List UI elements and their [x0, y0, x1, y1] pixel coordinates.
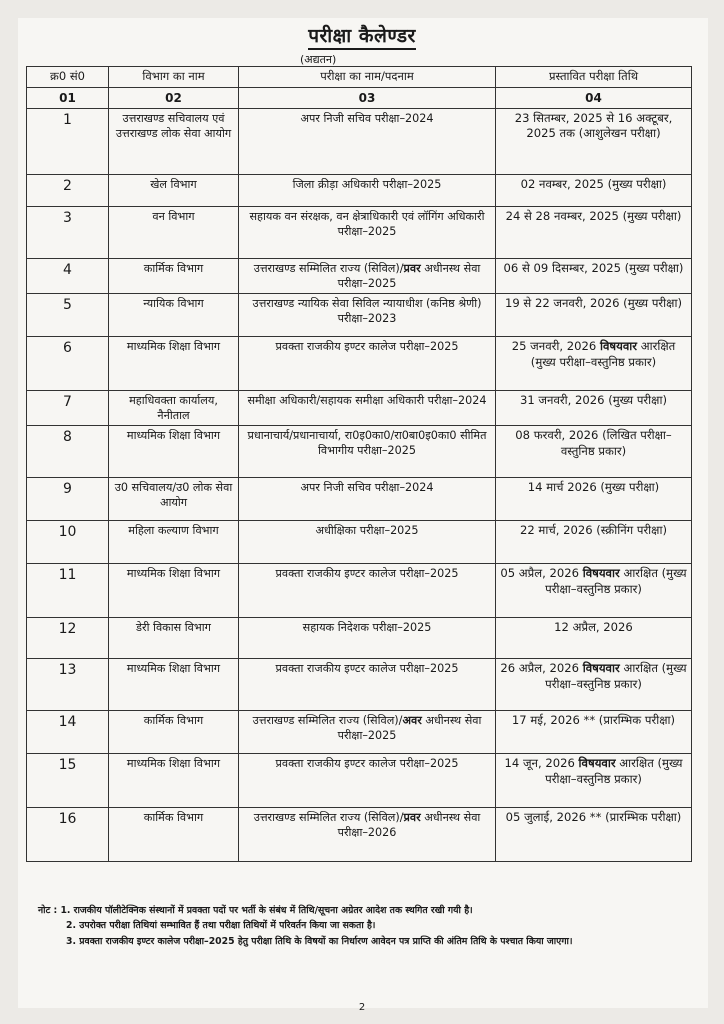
code-exam: 03	[239, 87, 496, 108]
exam-name-cell: अधीक्षिका परीक्षा–2025	[239, 521, 496, 564]
exam-date-cell: 05 अप्रैल, 2026 विषयवार आरक्षित (मुख्य परीक्षा–वस्तुनिष्ठ प्रकार)	[496, 564, 692, 618]
table-header-row	[27, 67, 692, 88]
exam-date-cell: 24 से 28 नवम्बर, 2025 (मुख्य परीक्षा)	[496, 206, 692, 258]
table-row	[27, 206, 692, 258]
exam-name-cell: अपर निजी सचिव परीक्षा–2024	[239, 108, 496, 174]
exam-date-cell: 06 से 09 दिसम्बर, 2025 (मुख्य परीक्षा)	[496, 258, 692, 293]
serial-number-cell: 6	[27, 336, 109, 390]
serial-number-cell: 12	[27, 618, 109, 659]
table-row	[27, 521, 692, 564]
department-cell: वन विभाग	[109, 206, 239, 258]
exam-date-cell: 12 अप्रैल, 2026	[496, 618, 692, 659]
department-cell: कार्मिक विभाग	[109, 808, 239, 862]
page-number: 2	[358, 1002, 366, 1013]
department-cell: माध्यमिक शिक्षा विभाग	[109, 754, 239, 808]
code-dept: 02	[109, 87, 239, 108]
serial-number-cell: 13	[27, 659, 109, 711]
exam-name-cell: प्रवक्ता राजकीय इण्टर कालेज परीक्षा–2025	[239, 754, 496, 808]
header-dept: विभाग का नाम	[109, 67, 239, 88]
exam-name-cell: सहायक निदेशक परीक्षा–2025	[239, 618, 496, 659]
exam-date-cell: 17 मई, 2026 ** (प्रारम्भिक परीक्षा)	[496, 711, 692, 754]
exam-name-cell: प्रवक्ता राजकीय इण्टर कालेज परीक्षा–2025	[239, 659, 496, 711]
serial-number-cell: 7	[27, 390, 109, 425]
exam-date-cell: 25 जनवरी, 2026 विषयवार आरक्षित (मुख्य परीक्षा–वस्तुनिष्ठ प्रकार)	[496, 336, 692, 390]
exam-name-cell: समीक्षा अधिकारी/सहायक समीक्षा अधिकारी परीक्षा–2024	[239, 390, 496, 425]
department-cell: माध्यमिक शिक्षा विभाग	[109, 564, 239, 618]
serial-number-cell: 14	[27, 711, 109, 754]
exam-name-cell: सहायक वन संरक्षक, वन क्षेत्राधिकारी एवं लॉगिंग अधिकारी परीक्षा–2025	[239, 206, 496, 258]
code-sno: 01	[27, 87, 109, 108]
page-title: परीक्षा कैलेण्डर	[0, 22, 724, 48]
department-cell: माध्यमिक शिक्षा विभाग	[109, 426, 239, 478]
exam-date-cell: 19 से 22 जनवरी, 2026 (मुख्य परीक्षा)	[496, 293, 692, 336]
table-row	[27, 426, 692, 478]
exam-name-cell: प्रवक्ता राजकीय इण्टर कालेज परीक्षा–2025	[239, 564, 496, 618]
exam-date-cell: 08 फरवरी, 2026 (लिखित परीक्षा–वस्तुनिष्ठ प्रकार)	[496, 426, 692, 478]
table-row	[27, 174, 692, 206]
serial-number-cell: 5	[27, 293, 109, 336]
page-subtitle: (अद्यतन)	[300, 53, 337, 66]
department-cell: कार्मिक विभाग	[109, 258, 239, 293]
notes-section	[38, 903, 698, 949]
serial-number-cell: 11	[27, 564, 109, 618]
table-row	[27, 754, 692, 808]
exam-name-cell: उत्तराखण्ड सम्मिलित राज्य (सिविल)/प्रवर अधीनस्थ सेवा परीक्षा–2026	[239, 808, 496, 862]
header-exam: परीक्षा का नाम/पदनाम	[239, 67, 496, 88]
table-row	[27, 659, 692, 711]
serial-number-cell: 9	[27, 478, 109, 521]
exam-name-cell: जिला क्रीड़ा अधिकारी परीक्षा–2025	[239, 174, 496, 206]
exam-date-cell: 22 मार्च, 2026 (स्क्रीनिंग परीक्षा)	[496, 521, 692, 564]
table-row	[27, 564, 692, 618]
exam-date-cell: 14 जून, 2026 विषयवार आरक्षित (मुख्य परीक्षा–वस्तुनिष्ठ प्रकार)	[496, 754, 692, 808]
exam-date-cell: 23 सितम्बर, 2025 से 16 अक्टूबर, 2025 तक (आशुलेखन परीक्षा)	[496, 108, 692, 174]
header-sno: क्र0 सं0	[27, 67, 109, 88]
serial-number-cell: 4	[27, 258, 109, 293]
table-row	[27, 618, 692, 659]
exam-name-cell: उत्तराखण्ड सम्मिलित राज्य (सिविल)/प्रवर अधीनस्थ सेवा परीक्षा–2025	[239, 258, 496, 293]
serial-number-cell: 1	[27, 108, 109, 174]
exam-date-cell: 14 मार्च 2026 (मुख्य परीक्षा)	[496, 478, 692, 521]
note-2: 2. उपरोक्त परीक्षा तिथियां सम्भावित हैं तथा परीक्षा तिथियों में परिवर्तन किया जा सकता है।	[66, 920, 376, 932]
table-row	[27, 808, 692, 862]
exam-name-cell: प्रवक्ता राजकीय इण्टर कालेज परीक्षा–2025	[239, 336, 496, 390]
department-cell: उ0 सचिवालय/उ0 लोक सेवा आयोग	[109, 478, 239, 521]
department-cell: माध्यमिक शिक्षा विभाग	[109, 336, 239, 390]
header-date: प्रस्तावित परीक्षा तिथि	[496, 67, 692, 88]
table-row	[27, 711, 692, 754]
code-date: 04	[496, 87, 692, 108]
exam-name-cell: उत्तराखण्ड सम्मिलित राज्य (सिविल)/अवर अधीनस्थ सेवा परीक्षा–2025	[239, 711, 496, 754]
table-row	[27, 258, 692, 293]
table-row	[27, 478, 692, 521]
exam-date-cell: 26 अप्रैल, 2026 विषयवार आरक्षित (मुख्य परीक्षा–वस्तुनिष्ठ प्रकार)	[496, 659, 692, 711]
serial-number-cell: 15	[27, 754, 109, 808]
exam-date-cell: 02 नवम्बर, 2025 (मुख्य परीक्षा)	[496, 174, 692, 206]
serial-number-cell: 3	[27, 206, 109, 258]
exam-name-cell: उत्तराखण्ड न्यायिक सेवा सिविल न्यायाधीश (कनिष्ठ श्रेणी) परीक्षा–2023	[239, 293, 496, 336]
note-3: 3. प्रवक्ता राजकीय इण्टर कालेज परीक्षा–2025 हेतु परीक्षा तिथि के विषयों का निर्धारण आवेदन पत्र प्राप्ति की अंतिम तिथि के पश्चात किया जाएगा।	[66, 935, 573, 947]
exam-name-cell: प्रधानाचार्य/प्रधानाचार्या, रा0इ0का0/रा0बा0इ0का0 सीमित विभागीय परीक्षा–2025	[239, 426, 496, 478]
exam-date-cell: 31 जनवरी, 2026 (मुख्य परीक्षा)	[496, 390, 692, 425]
serial-number-cell: 16	[27, 808, 109, 862]
exam-calendar-table	[26, 66, 692, 862]
department-cell: डेरी विकास विभाग	[109, 618, 239, 659]
table-row	[27, 390, 692, 425]
note-1: नोट : 1. राजकीय पॉलीटेक्निक संस्थानों में प्रवक्ता पदों पर भर्ती के संबंध में तिथि/सूचना अग्रेतर आदेश तक स्थगित रखी गयी है।	[38, 905, 473, 916]
department-cell: न्यायिक विभाग	[109, 293, 239, 336]
serial-number-cell: 10	[27, 521, 109, 564]
table-row	[27, 108, 692, 174]
department-cell: कार्मिक विभाग	[109, 711, 239, 754]
department-cell: खेल विभाग	[109, 174, 239, 206]
exam-date-cell: 05 जुलाई, 2026 ** (प्रारम्भिक परीक्षा)	[496, 808, 692, 862]
department-cell: महाधिवक्ता कार्यालय, नैनीताल	[109, 390, 239, 425]
table-row	[27, 293, 692, 336]
serial-number-cell: 2	[27, 174, 109, 206]
department-cell: माध्यमिक शिक्षा विभाग	[109, 659, 239, 711]
department-cell: उत्तराखण्ड सचिवालय एवं उत्तराखण्ड लोक सेवा आयोग	[109, 108, 239, 174]
serial-number-cell: 8	[27, 426, 109, 478]
table-row	[27, 336, 692, 390]
table-code-row	[27, 87, 692, 108]
department-cell: महिला कल्याण विभाग	[109, 521, 239, 564]
exam-name-cell: अपर निजी सचिव परीक्षा–2024	[239, 478, 496, 521]
